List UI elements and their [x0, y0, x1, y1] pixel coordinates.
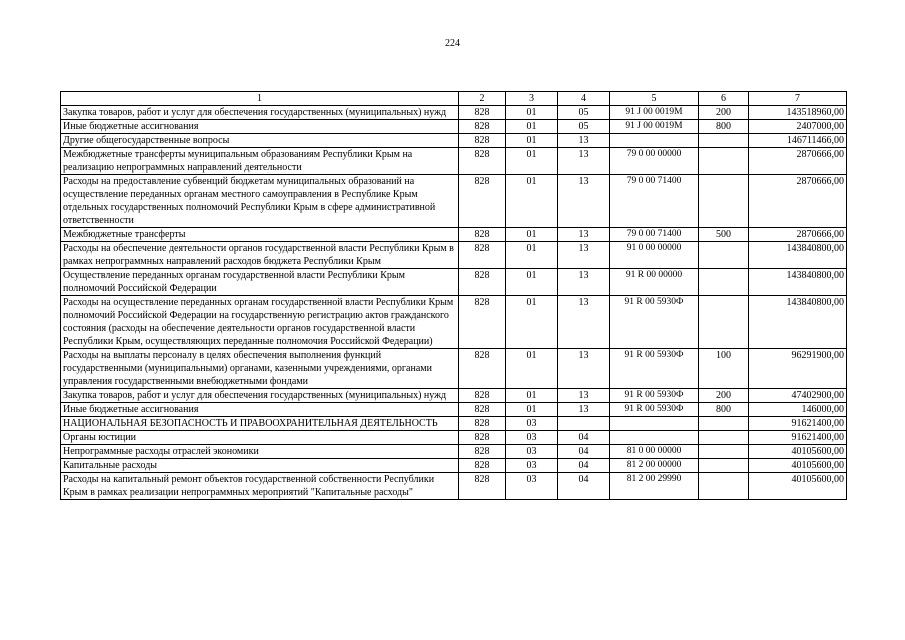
row-subsection-cell: 13: [558, 242, 610, 269]
header-col-7: 7: [749, 92, 847, 106]
row-section-cell: 01: [506, 148, 558, 175]
row-expense-type-cell: [699, 445, 749, 459]
table-row: [61, 242, 847, 269]
table-row: [61, 473, 847, 500]
row-code-ved-cell: 828: [459, 242, 506, 269]
row-target-article-cell: 91 R 00 00000: [610, 269, 699, 296]
row-name-cell: Расходы на выплаты персоналу в целях обеспечения выполнения функций государственными (муниципальными) органами, казенными учреждениями, органами управления государственными внебюджетными фондами: [61, 349, 459, 389]
table-row: [61, 459, 847, 473]
table-row: [61, 134, 847, 148]
row-section-cell: 01: [506, 242, 558, 269]
row-section-cell: 01: [506, 175, 558, 228]
row-section-cell: 01: [506, 296, 558, 349]
row-subsection-cell: [558, 417, 610, 431]
row-subsection-cell: 13: [558, 134, 610, 148]
row-name-cell: Расходы на осуществление переданных органам государственной власти Республики Крым полномочий Российской Федерации на государственную регистрацию актов гражданского состояния (расходы на обеспечение деятельности органов государственной власти Республики Крым, осуществляющих переданные полномочия Российской Федерации): [61, 296, 459, 349]
row-expense-type-cell: [699, 269, 749, 296]
row-target-article-cell: 91 R 00 5930Ф: [610, 296, 699, 349]
row-subsection-cell: 05: [558, 106, 610, 120]
row-expense-type-cell: 500: [699, 228, 749, 242]
row-target-article-cell: 91 J 00 0019М: [610, 106, 699, 120]
row-name-cell: Расходы на обеспечение деятельности органов государственной власти Республики Крым в рамках непрограммных направлений расходов бюджета Республики Крым: [61, 242, 459, 269]
row-section-cell: 03: [506, 445, 558, 459]
row-code-ved-cell: 828: [459, 417, 506, 431]
row-amount-cell: 146000,00: [749, 403, 847, 417]
row-target-article-cell: 79 0 00 00000: [610, 148, 699, 175]
row-expense-type-cell: 800: [699, 403, 749, 417]
row-amount-cell: 146711466,00: [749, 134, 847, 148]
row-target-article-cell: 79 0 00 71400: [610, 175, 699, 228]
row-subsection-cell: 13: [558, 228, 610, 242]
row-subsection-cell: 04: [558, 459, 610, 473]
row-subsection-cell: 13: [558, 389, 610, 403]
row-name-cell: Закупка товаров, работ и услуг для обеспечения государственных (муниципальных) нужд: [61, 389, 459, 403]
row-code-ved-cell: 828: [459, 389, 506, 403]
row-target-article-cell: 91 J 00 0019М: [610, 120, 699, 134]
row-code-ved-cell: 828: [459, 473, 506, 500]
row-amount-cell: 143518960,00: [749, 106, 847, 120]
row-target-article-cell: 81 2 00 00000: [610, 459, 699, 473]
row-target-article-cell: 91 R 00 5930Ф: [610, 389, 699, 403]
row-amount-cell: 2870666,00: [749, 175, 847, 228]
header-col-4: 4: [558, 92, 610, 106]
row-name-cell: Межбюджетные трансферты: [61, 228, 459, 242]
row-code-ved-cell: 828: [459, 134, 506, 148]
row-subsection-cell: 13: [558, 148, 610, 175]
row-code-ved-cell: 828: [459, 349, 506, 389]
row-amount-cell: 96291900,00: [749, 349, 847, 389]
header-col-1: 1: [61, 92, 459, 106]
row-expense-type-cell: [699, 242, 749, 269]
row-section-cell: 01: [506, 134, 558, 148]
row-code-ved-cell: 828: [459, 459, 506, 473]
row-amount-cell: 40105600,00: [749, 473, 847, 500]
header-col-6: 6: [699, 92, 749, 106]
row-code-ved-cell: 828: [459, 106, 506, 120]
row-amount-cell: 91621400,00: [749, 417, 847, 431]
row-expense-type-cell: [699, 459, 749, 473]
table-row: [61, 431, 847, 445]
row-expense-type-cell: 200: [699, 389, 749, 403]
row-subsection-cell: 13: [558, 349, 610, 389]
table-row: [61, 445, 847, 459]
row-amount-cell: 91621400,00: [749, 431, 847, 445]
row-subsection-cell: 04: [558, 473, 610, 500]
row-target-article-cell: 91 R 00 5930Ф: [610, 349, 699, 389]
table-row: [61, 296, 847, 349]
row-target-article-cell: [610, 417, 699, 431]
table-row: [61, 349, 847, 389]
row-subsection-cell: 04: [558, 445, 610, 459]
row-expense-type-cell: [699, 296, 749, 349]
table-row: [61, 175, 847, 228]
table-row: [61, 403, 847, 417]
row-expense-type-cell: 800: [699, 120, 749, 134]
row-code-ved-cell: 828: [459, 120, 506, 134]
row-amount-cell: 143840800,00: [749, 296, 847, 349]
row-name-cell: Расходы на предоставление субвенций бюджетам муниципальных образований на осуществление переданных органам местного самоуправления в Республике Крым отдельных государственных полномочий Республики Крым в сфере административной ответственности: [61, 175, 459, 228]
row-subsection-cell: 13: [558, 403, 610, 417]
row-section-cell: 01: [506, 120, 558, 134]
table-row: [61, 417, 847, 431]
row-target-article-cell: 91 0 00 00000: [610, 242, 699, 269]
row-section-cell: 01: [506, 228, 558, 242]
table-row: [61, 269, 847, 296]
row-expense-type-cell: [699, 473, 749, 500]
row-section-cell: 03: [506, 459, 558, 473]
row-target-article-cell: [610, 134, 699, 148]
row-amount-cell: 2870666,00: [749, 228, 847, 242]
row-name-cell: Межбюджетные трансферты муниципальным образованиям Республики Крым на реализацию непрограммных направлений деятельности: [61, 148, 459, 175]
table-header-row: [61, 92, 847, 106]
row-code-ved-cell: 828: [459, 403, 506, 417]
row-name-cell: Другие общегосударственные вопросы: [61, 134, 459, 148]
row-subsection-cell: 04: [558, 431, 610, 445]
row-expense-type-cell: [699, 148, 749, 175]
row-amount-cell: 143840800,00: [749, 269, 847, 296]
row-section-cell: 01: [506, 389, 558, 403]
row-code-ved-cell: 828: [459, 148, 506, 175]
header-col-5: 5: [610, 92, 699, 106]
table-row: [61, 120, 847, 134]
row-code-ved-cell: 828: [459, 431, 506, 445]
row-name-cell: Органы юстиции: [61, 431, 459, 445]
row-amount-cell: 2407000,00: [749, 120, 847, 134]
row-subsection-cell: 13: [558, 175, 610, 228]
row-subsection-cell: 05: [558, 120, 610, 134]
row-expense-type-cell: 200: [699, 106, 749, 120]
row-section-cell: 03: [506, 417, 558, 431]
row-section-cell: 03: [506, 431, 558, 445]
row-name-cell: Расходы на капитальный ремонт объектов государственной собственности Республики Крым в рамках реализации непрограммных мероприятий "Капитальные расходы": [61, 473, 459, 500]
row-target-article-cell: 81 2 00 29990: [610, 473, 699, 500]
row-expense-type-cell: [699, 134, 749, 148]
row-section-cell: 03: [506, 473, 558, 500]
table-row: [61, 148, 847, 175]
row-section-cell: 01: [506, 403, 558, 417]
row-name-cell: Осуществление переданных органам государственной власти Республики Крым полномочий Российской Федерации: [61, 269, 459, 296]
page-number: 224: [445, 38, 460, 49]
row-expense-type-cell: 100: [699, 349, 749, 389]
row-code-ved-cell: 828: [459, 296, 506, 349]
budget-table: [60, 91, 847, 500]
row-target-article-cell: 81 0 00 00000: [610, 445, 699, 459]
table-row: [61, 228, 847, 242]
row-target-article-cell: 79 0 00 71400: [610, 228, 699, 242]
row-name-cell: Капитальные расходы: [61, 459, 459, 473]
row-target-article-cell: 91 R 00 5930Ф: [610, 403, 699, 417]
row-subsection-cell: 13: [558, 296, 610, 349]
row-target-article-cell: [610, 431, 699, 445]
row-section-cell: 01: [506, 349, 558, 389]
row-code-ved-cell: 828: [459, 445, 506, 459]
row-name-cell: Иные бюджетные ассигнования: [61, 120, 459, 134]
row-amount-cell: 143840800,00: [749, 242, 847, 269]
row-name-cell: Закупка товаров, работ и услуг для обеспечения государственных (муниципальных) нужд: [61, 106, 459, 120]
row-code-ved-cell: 828: [459, 175, 506, 228]
row-expense-type-cell: [699, 175, 749, 228]
row-name-cell: Иные бюджетные ассигнования: [61, 403, 459, 417]
row-amount-cell: 40105600,00: [749, 459, 847, 473]
header-col-2: 2: [459, 92, 506, 106]
row-section-cell: 01: [506, 269, 558, 296]
header-col-3: 3: [506, 92, 558, 106]
row-code-ved-cell: 828: [459, 228, 506, 242]
row-name-cell: Непрограммные расходы отраслей экономики: [61, 445, 459, 459]
row-expense-type-cell: [699, 431, 749, 445]
row-amount-cell: 47402900,00: [749, 389, 847, 403]
row-amount-cell: 40105600,00: [749, 445, 847, 459]
row-subsection-cell: 13: [558, 269, 610, 296]
table-row: [61, 389, 847, 403]
row-amount-cell: 2870666,00: [749, 148, 847, 175]
row-name-cell: НАЦИОНАЛЬНАЯ БЕЗОПАСНОСТЬ И ПРАВООХРАНИТЕЛЬНАЯ ДЕЯТЕЛЬНОСТЬ: [61, 417, 459, 431]
row-section-cell: 01: [506, 106, 558, 120]
row-code-ved-cell: 828: [459, 269, 506, 296]
row-expense-type-cell: [699, 417, 749, 431]
table-row: [61, 106, 847, 120]
